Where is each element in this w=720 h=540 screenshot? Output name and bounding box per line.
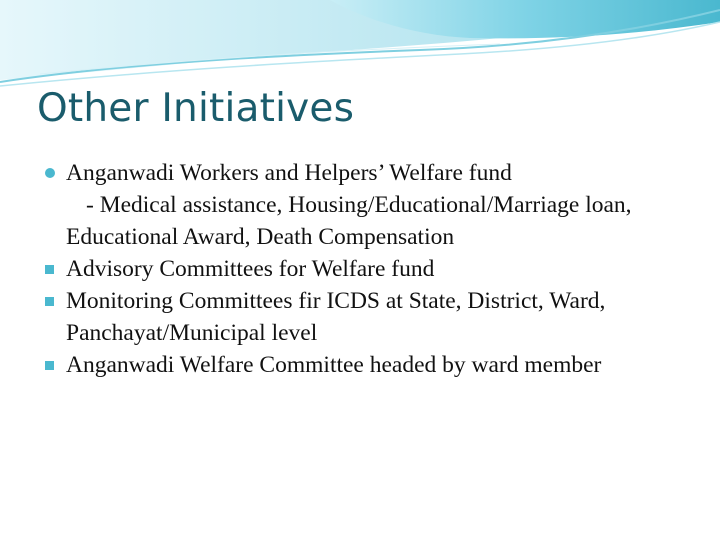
slide-title: Other Initiatives <box>37 86 355 131</box>
bullet-text: Monitoring Committees fir ICDS at State, District, Ward, Panchayat/Municipal level <box>66 288 606 346</box>
bullet-item <box>45 157 685 253</box>
square-bullet-icon <box>45 297 54 306</box>
square-bullet-icon <box>45 265 54 274</box>
header-wave-decoration <box>0 0 720 90</box>
bullet-text: Anganwadi Welfare Committee headed by ward member <box>66 352 602 378</box>
square-bullet-icon <box>45 361 54 370</box>
sub-bullet-text: - Medical assistance, Housing/Educational/Marriage loan, Educational Award, Death Compensation <box>66 192 632 250</box>
bullet-text: Advisory Committees for Welfare fund <box>66 256 435 282</box>
bullet-text: Anganwadi Workers and Helpers’ Welfare fund <box>66 160 512 186</box>
bullet-item <box>45 253 685 285</box>
bullet-item <box>45 285 685 349</box>
bullet-list <box>45 157 685 381</box>
round-bullet-icon <box>45 168 55 178</box>
bullet-item <box>45 349 685 381</box>
